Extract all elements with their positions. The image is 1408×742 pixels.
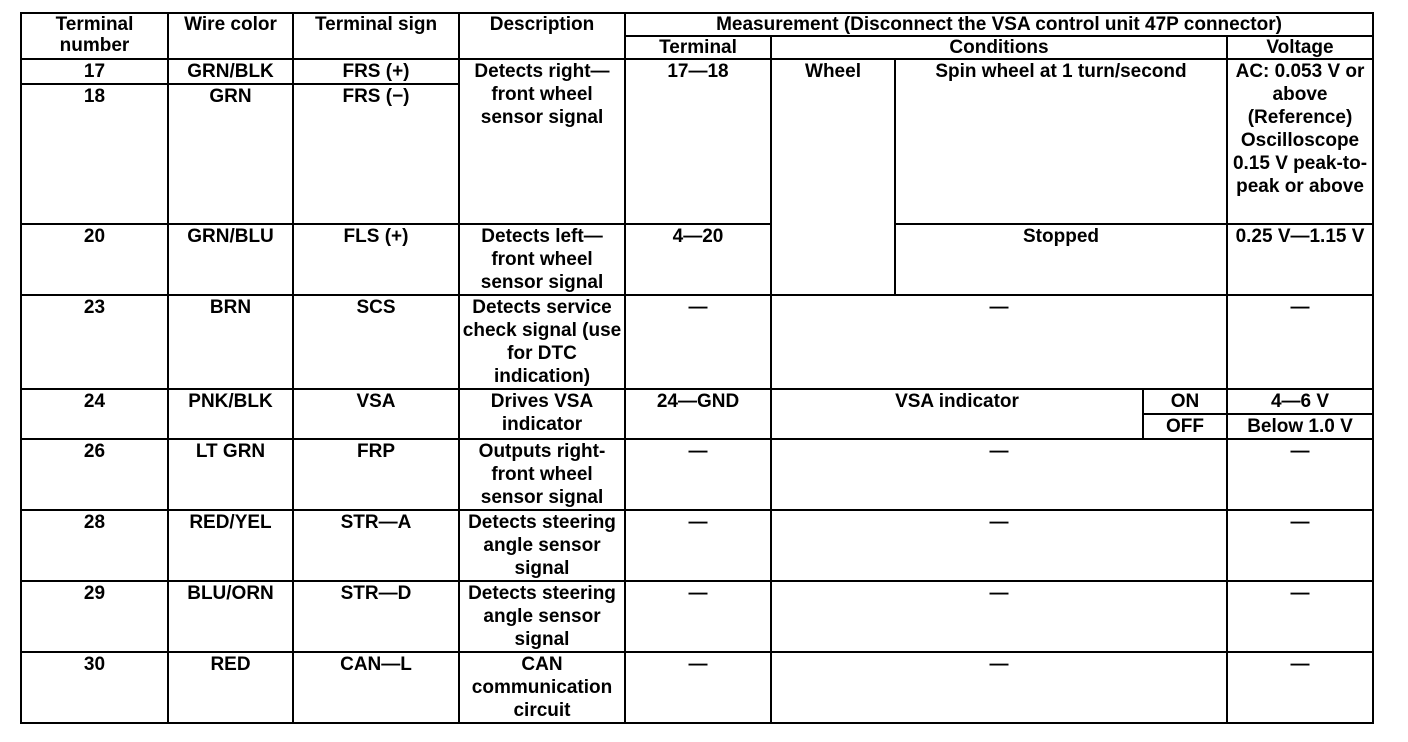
description-cell: Detects steering angle sensor signal (459, 581, 625, 652)
terminal-number-cell: 18 (21, 84, 168, 224)
wire-color-cell: LT GRN (168, 439, 293, 510)
condition-cell: — (771, 510, 1227, 581)
wire-color-cell: BLU/ORN (168, 581, 293, 652)
description-cell: Drives VSA indicator (459, 389, 625, 439)
wire-color-cell: GRN/BLK (168, 59, 293, 84)
wire-color-cell: BRN (168, 295, 293, 389)
header-wire-color: Wire color (168, 13, 293, 59)
condition-cell: — (771, 439, 1227, 510)
description-cell: Outputs right-front wheel sensor signal (459, 439, 625, 510)
voltage-cell: 0.25 V—1.15 V (1227, 224, 1373, 295)
wire-color-cell: GRN (168, 84, 293, 224)
table-row-20 (21, 224, 1373, 295)
wire-color-cell: GRN/BLU (168, 224, 293, 295)
table-row-17 (21, 59, 1373, 84)
terminal-number-cell: 23 (21, 295, 168, 389)
wire-color-cell: RED/YEL (168, 510, 293, 581)
header-row-1 (21, 13, 1373, 36)
condition-cell: — (771, 295, 1227, 389)
terminal-number-cell: 20 (21, 224, 168, 295)
description-cell: Detects left—front wheel sensor signal (459, 224, 625, 295)
voltage-cell: — (1227, 439, 1373, 510)
description-cell: CAN communication circuit (459, 652, 625, 723)
terminal-number-cell: 17 (21, 59, 168, 84)
measure-terminal-cell: — (625, 295, 771, 389)
header-conditions: Conditions (771, 36, 1227, 59)
condition-cell: VSA indicator (771, 389, 1143, 439)
header-terminal-number: Terminal number (21, 13, 168, 59)
wire-color-cell: PNK/BLK (168, 389, 293, 439)
description-cell: Detects steering angle sensor signal (459, 510, 625, 581)
terminal-sign-cell: FRP (293, 439, 459, 510)
wire-color-cell: RED (168, 652, 293, 723)
terminal-sign-cell: SCS (293, 295, 459, 389)
voltage-cell: — (1227, 652, 1373, 723)
header-description: Description (459, 13, 625, 59)
table-row-30 (21, 652, 1373, 723)
header-voltage: Voltage (1227, 36, 1373, 59)
voltage-off-cell: Below 1.0 V (1227, 414, 1373, 439)
condition-cell: — (771, 652, 1227, 723)
spin-condition-cell: Spin wheel at 1 turn/second (895, 59, 1227, 224)
terminal-number-cell: 29 (21, 581, 168, 652)
terminal-sign-cell: STR—A (293, 510, 459, 581)
off-state-cell: OFF (1143, 414, 1227, 439)
table-row-29 (21, 581, 1373, 652)
terminal-number-cell: 28 (21, 510, 168, 581)
on-state-cell: ON (1143, 389, 1227, 414)
terminal-number-cell: 30 (21, 652, 168, 723)
voltage-on-cell: 4—6 V (1227, 389, 1373, 414)
measure-terminal-cell: — (625, 581, 771, 652)
condition-cell: Stopped (895, 224, 1227, 295)
terminal-sign-cell: FRS (+) (293, 59, 459, 84)
voltage-cell: — (1227, 581, 1373, 652)
terminal-sign-cell: FLS (+) (293, 224, 459, 295)
frs-voltage-cell: AC: 0.053 V or above (Reference) Oscilloscope 0.15 V peak-to-peak or above (1227, 59, 1373, 224)
measure-terminal-cell: — (625, 652, 771, 723)
table-row-26 (21, 439, 1373, 510)
table-row-28 (21, 510, 1373, 581)
voltage-cell: — (1227, 510, 1373, 581)
description-cell: Detects service check signal (use for DTC indication) (459, 295, 625, 389)
measure-terminal-cell: — (625, 439, 771, 510)
frs-description-cell: Detects right—front wheel sensor signal (459, 59, 625, 224)
measure-terminal-cell: 4—20 (625, 224, 771, 295)
condition-cell: — (771, 581, 1227, 652)
wheel-cell: Wheel (771, 59, 895, 295)
terminal-sign-cell: CAN—L (293, 652, 459, 723)
terminal-sign-cell: FRS (−) (293, 84, 459, 224)
table-row-24 (21, 389, 1373, 414)
header-terminal: Terminal (625, 36, 771, 59)
terminal-sign-cell: VSA (293, 389, 459, 439)
measure-terminal-cell: — (625, 510, 771, 581)
terminal-sign-cell: STR—D (293, 581, 459, 652)
terminal-spec-table (20, 12, 1374, 724)
header-terminal-sign: Terminal sign (293, 13, 459, 59)
table-row-23 (21, 295, 1373, 389)
frs-terminal-cell: 17—18 (625, 59, 771, 224)
terminal-number-cell: 26 (21, 439, 168, 510)
terminal-number-cell: 24 (21, 389, 168, 439)
header-measurement: Measurement (Disconnect the VSA control unit 47P connector) (625, 13, 1373, 36)
voltage-cell: — (1227, 295, 1373, 389)
measure-terminal-cell: 24—GND (625, 389, 771, 439)
